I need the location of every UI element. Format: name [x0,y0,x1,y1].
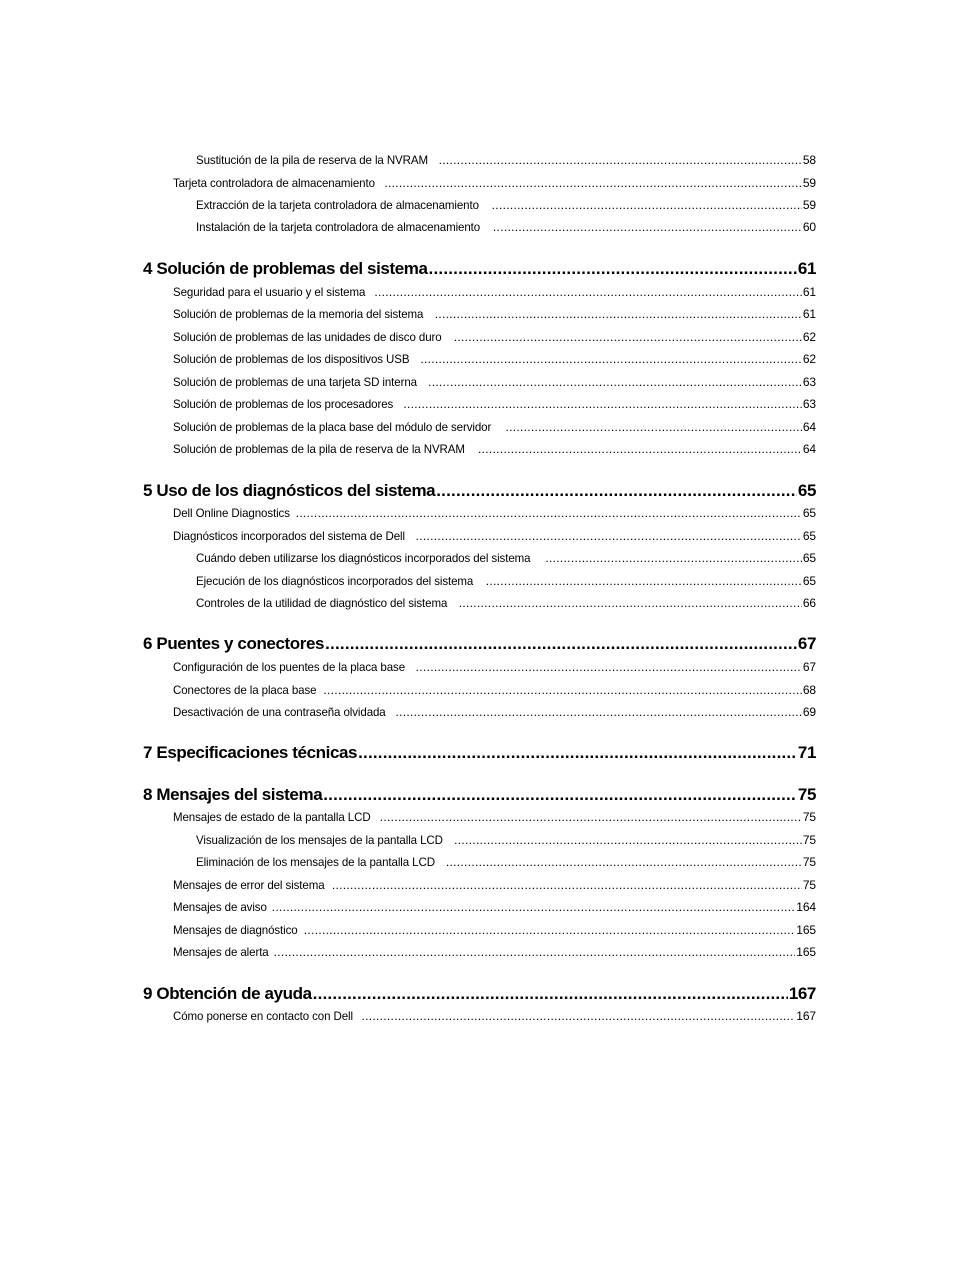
dot-leader [332,877,802,893]
dot-leader [358,743,797,763]
toc-entry-title: Mensajes de aviso [173,900,267,914]
toc-entry[interactable] [196,854,816,870]
toc-entry-page: 62 [802,330,816,344]
toc-entry[interactable] [173,809,816,825]
toc-entry[interactable] [196,595,816,611]
toc-entry[interactable] [173,351,816,367]
toc-entry[interactable] [196,152,816,168]
toc-entry[interactable] [173,528,816,544]
toc-entry[interactable] [173,374,816,390]
dot-leader [454,832,802,848]
toc-entry-page: 67 [802,660,816,674]
toc-entry-page: 75 [802,878,816,892]
toc-entry[interactable] [196,197,816,213]
toc-entry[interactable] [173,175,816,191]
dot-leader [436,481,797,501]
toc-entry[interactable] [173,659,816,675]
toc-entry[interactable] [196,550,816,566]
toc-entry-title: Dell Online Diagnostics [173,506,290,520]
toc-entry-page: 165 [796,945,816,959]
toc-entry-title: Cómo ponerse en contacto con Dell [173,1009,353,1023]
toc-entry-page: 167 [796,1009,816,1023]
toc-entry[interactable] [173,441,816,457]
toc-entry-page: 164 [796,900,816,914]
dot-leader [313,984,788,1004]
toc-chapter[interactable] [143,785,816,805]
toc-entry-page: 64 [802,442,816,456]
dot-leader [403,396,801,412]
dot-leader [272,899,796,915]
toc-chapter-title: 4 Solución de problemas del sistema [143,259,428,278]
toc-entry-title: Desactivación de una contraseña olvidada [173,705,386,719]
dot-leader [486,573,802,589]
toc-entry-page: 165 [796,923,816,937]
toc-entry-title: Solución de problemas de las unidades de disco duro [173,330,442,344]
dot-leader [325,634,797,654]
dot-leader [274,944,796,960]
toc-entry[interactable] [196,832,816,848]
toc-entry-page: 59 [802,198,816,212]
toc-entry-title: Seguridad para el usuario y el sistema [173,285,366,299]
toc-chapter-page: 75 [797,785,816,804]
dot-leader [361,1008,795,1024]
toc-entry-page: 58 [802,153,816,167]
dot-leader [323,682,801,698]
toc-entry[interactable] [173,899,816,915]
toc-entry-title: Diagnósticos incorporados del sistema de Dell [173,529,405,543]
toc-entry-page: 61 [802,307,816,321]
toc-entry-page: 75 [802,855,816,869]
dot-leader [429,259,797,279]
toc-entry-page: 65 [802,574,816,588]
toc-entry-page: 61 [802,285,816,299]
dot-leader [420,351,802,367]
toc-chapter[interactable] [143,984,816,1004]
toc-entry-title: Sustitución de la pila de reserva de la NVRAM [196,153,428,167]
dot-leader [374,284,802,300]
toc-entry-title: Solución de problemas de una tarjeta SD interna [173,375,417,389]
dot-leader [439,152,802,168]
toc-entry[interactable] [173,505,816,521]
toc-entry[interactable] [173,306,816,322]
toc-chapter-title: 7 Especificaciones técnicas [143,743,358,762]
toc-entry-page: 63 [802,375,816,389]
toc-chapter[interactable] [143,259,816,279]
toc-entry-title: Solución de problemas de la placa base del módulo de servidor [173,420,492,434]
toc-entry[interactable] [196,219,816,235]
toc-entry-page: 65 [802,506,816,520]
toc-chapter-page: 71 [797,743,816,762]
toc-entry-page: 68 [802,683,816,697]
dot-leader [296,505,802,521]
toc-entry-title: Instalación de la tarjeta controladora de almacenamiento [196,220,481,234]
toc-entry[interactable] [173,944,816,960]
dot-leader [304,922,795,938]
toc-chapter-page: 67 [797,634,816,653]
toc-chapter-title: 9 Obtención de ayuda [143,984,312,1003]
toc-entry-page: 69 [802,705,816,719]
toc-entry-page: 62 [802,352,816,366]
toc-entry-page: 64 [802,420,816,434]
toc-entry[interactable] [173,396,816,412]
toc-entry-title: Mensajes de diagnóstico [173,923,298,937]
dot-leader [323,785,797,805]
toc-entry-title: Extracción de la tarjeta controladora de almacenamiento [196,198,479,212]
dot-leader [428,374,802,390]
toc-entry-title: Solución de problemas de los procesadores [173,397,394,411]
toc-entry-page: 63 [802,397,816,411]
toc-entry-page: 60 [802,220,816,234]
toc-entry[interactable] [173,419,816,435]
toc-entry-title: Mensajes de alerta [173,945,269,959]
toc-entry-title: Solución de problemas de la pila de reserva de la NVRAM [173,442,465,456]
toc-entry-page: 75 [802,810,816,824]
dot-leader [493,219,802,235]
toc-entry-title: Solución de problemas de los dispositivos USB [173,352,410,366]
dot-leader [505,419,801,435]
dot-leader [492,197,802,213]
toc-entry-title: Controles de la utilidad de diagnóstico del sistema [196,596,448,610]
toc-chapter[interactable] [143,634,816,654]
toc-entry[interactable] [173,704,816,720]
toc-entry-title: Conectores de la placa base [173,683,317,697]
toc-entry[interactable] [173,922,816,938]
toc-entry-title: Configuración de los puentes de la placa base [173,660,406,674]
toc-chapter-title: 5 Uso de los diagnósticos del sistema [143,481,436,500]
dot-leader [446,854,802,870]
toc-entry-page: 59 [802,176,816,190]
dot-leader [478,441,802,457]
dot-leader [416,528,802,544]
toc-chapter-page: 167 [788,984,816,1003]
toc-entry-title: Eliminación de los mensajes de la pantalla LCD [196,855,435,869]
toc-chapter-page: 65 [797,481,816,500]
toc-entry-page: 65 [802,529,816,543]
toc-chapter[interactable] [143,481,816,501]
toc-entry-title: Tarjeta controladora de almacenamiento [173,176,375,190]
toc-entry-title: Ejecución de los diagnósticos incorporados del sistema [196,574,474,588]
toc-entry-title: Visualización de los mensajes de la pantalla LCD [196,833,443,847]
dot-leader [459,595,802,611]
toc-entry-title: Mensajes de estado de la pantalla LCD [173,810,371,824]
toc-entry[interactable] [173,329,816,345]
dot-leader [435,306,802,322]
toc-entry[interactable] [173,284,816,300]
toc-entry[interactable] [173,1008,816,1024]
toc-entry-title: Solución de problemas de la memoria del sistema [173,307,424,321]
dot-leader [384,175,802,191]
dot-leader [545,550,801,566]
toc-entry[interactable] [173,682,816,698]
toc-entry-title: Cuándo deben utilizarse los diagnósticos incorporados del sistema [196,551,531,565]
toc-entry[interactable] [173,877,816,893]
toc-chapter-title: 6 Puentes y conectores [143,634,325,653]
toc-entry-page: 66 [802,596,816,610]
toc-entry[interactable] [196,573,816,589]
dot-leader [454,329,802,345]
dot-leader [395,704,801,720]
dot-leader [416,659,802,675]
toc-entry-page: 65 [802,551,816,565]
toc-chapter-title: 8 Mensajes del sistema [143,785,323,804]
toc-entry-page: 75 [802,833,816,847]
toc-entry-title: Mensajes de error del sistema [173,878,325,892]
toc-chapter[interactable] [143,743,816,763]
dot-leader [380,809,802,825]
toc-chapter-page: 61 [797,259,816,278]
